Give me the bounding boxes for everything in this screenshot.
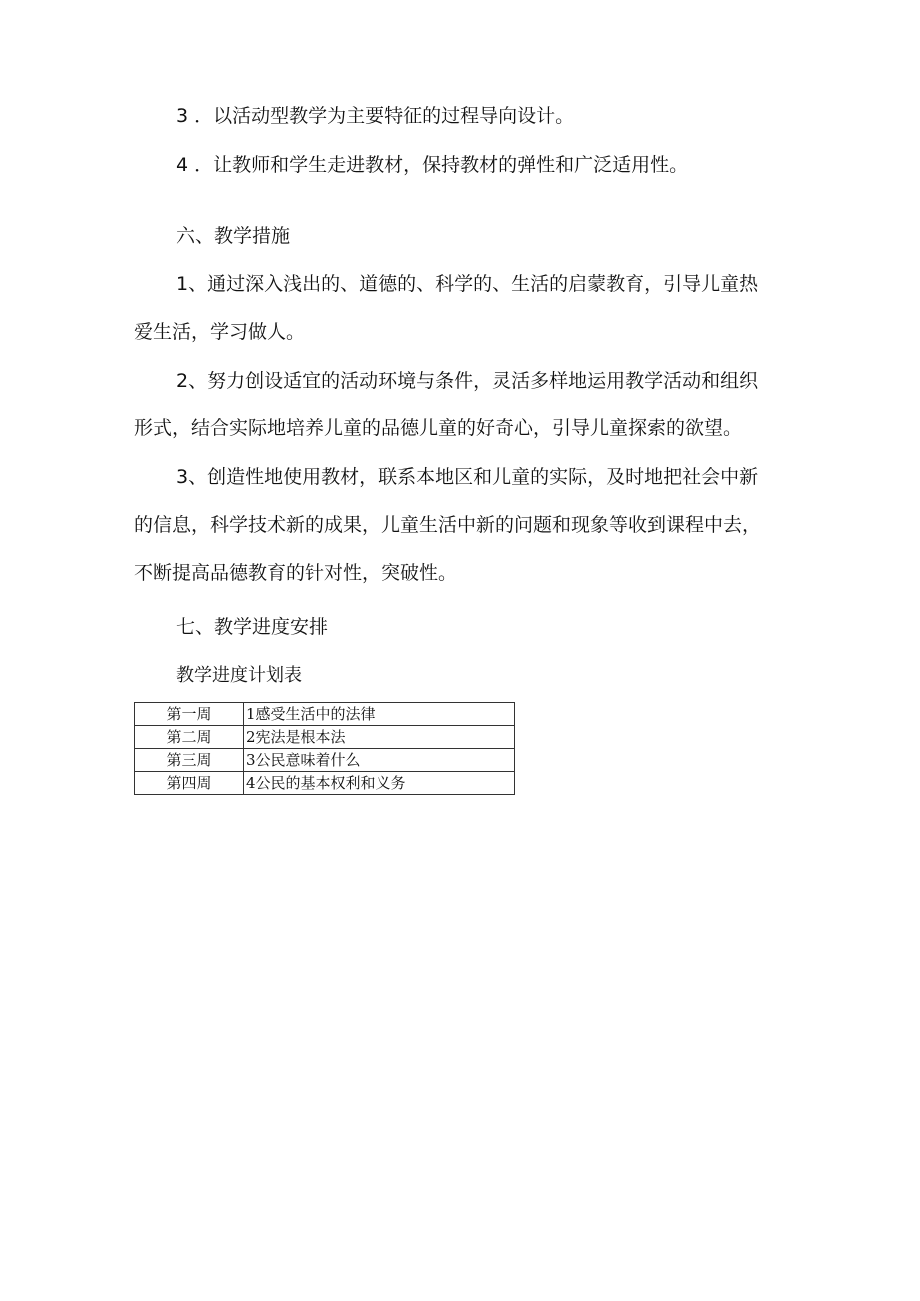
- table-row: [135, 772, 515, 795]
- section-7-heading: 七、教学进度安排: [176, 616, 329, 638]
- section-6-heading: 六、教学措施: [176, 225, 291, 247]
- week-cell: 第四周: [135, 772, 244, 795]
- content-cell: 2宪法是根本法: [244, 726, 515, 749]
- table-row: [135, 726, 515, 749]
- list-item-4: [176, 153, 688, 177]
- table-row: [135, 749, 515, 772]
- measure-3-line-2: 的信息，科学技术新的成果，儿童生活中新的问题和现象等收到课程中去，: [134, 514, 762, 536]
- measure-3-line-1: 3、创造性地使用教材，联系本地区和儿童的实际，及时地把社会中新: [176, 466, 759, 488]
- measure-1-line-1: 1、通过深入浅出的、道德的、科学的、生活的启蒙教育，引导儿童热: [176, 273, 759, 295]
- list-item-3-number: 3: [176, 105, 189, 127]
- list-item-4-number: 4: [176, 154, 189, 176]
- content-cell: 3公民意味着什么: [244, 749, 515, 772]
- week-cell: 第一周: [135, 703, 244, 726]
- table-caption: 教学进度计划表: [176, 665, 302, 686]
- list-item-3-text: ．以活动型教学为主要特征的过程导向设计。: [194, 105, 575, 127]
- content-cell: 4公民的基本权利和义务: [244, 772, 515, 795]
- list-item-3: [176, 104, 574, 128]
- list-item-4-text: ．让教师和学生走进教材，保持教材的弹性和广泛适用性。: [194, 154, 689, 176]
- measure-1-line-2: 爱生活，学习做人。: [134, 321, 306, 343]
- schedule-table: [134, 702, 515, 795]
- week-cell: 第三周: [135, 749, 244, 772]
- measure-2-line-1: 2、努力创设适宜的活动环境与条件，灵活多样地运用教学活动和组织: [176, 370, 759, 392]
- week-cell: 第二周: [135, 726, 244, 749]
- table-row: [135, 703, 515, 726]
- content-cell: 1感受生活中的法律: [244, 703, 515, 726]
- measure-2-line-2: 形式，结合实际地培养儿童的品德儿童的好奇心，引导儿童探索的欲望。: [134, 417, 743, 439]
- measure-3-line-3: 不断提高品德教育的针对性，突破性。: [134, 562, 458, 584]
